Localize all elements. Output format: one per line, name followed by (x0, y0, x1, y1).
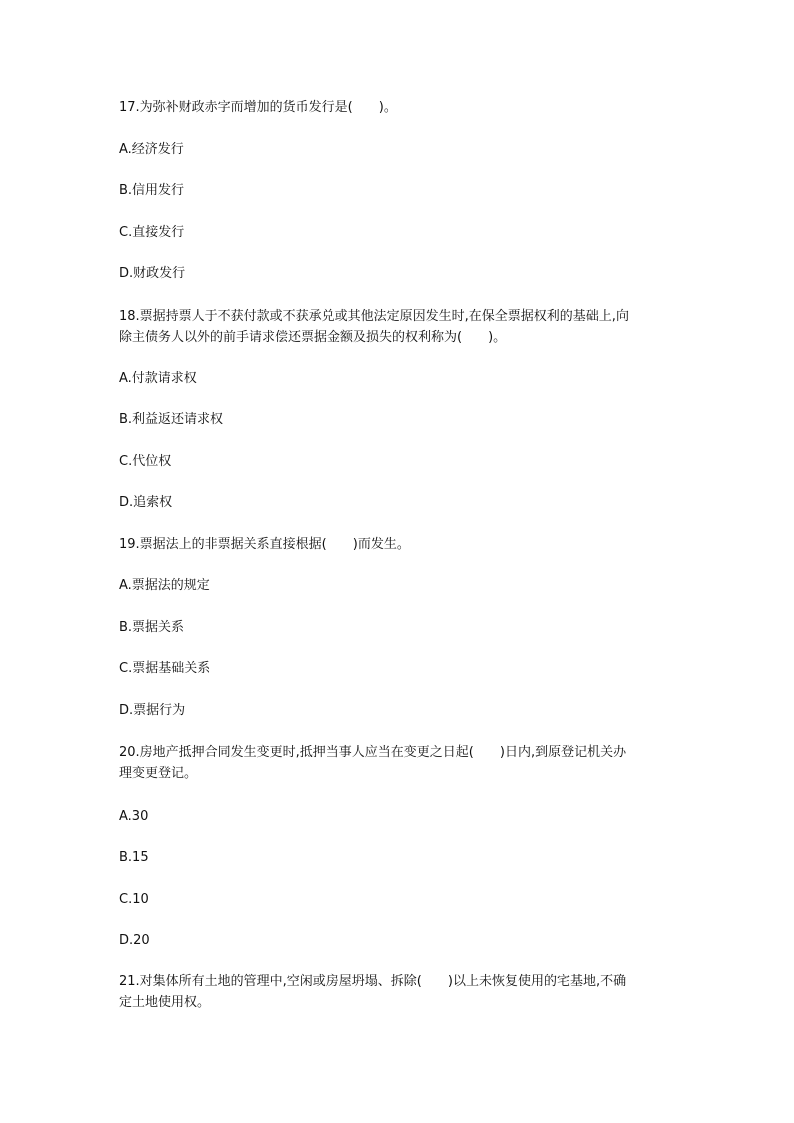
question-17-option-a: A.经济发行 (119, 142, 184, 157)
question-20-stem-line2: 理变更登记。 (119, 766, 198, 781)
question-20-option-d: D.20 (119, 933, 150, 948)
question-18-option-c: C.代位权 (119, 454, 172, 469)
question-19-option-a: A.票据法的规定 (119, 578, 210, 593)
question-19-option-d: D.票据行为 (119, 703, 186, 718)
question-18-stem-line2: 除主债务人以外的前手请求偿还票据金额及损失的权利称为( )。 (119, 330, 507, 345)
question-19-option-c: C.票据基础关系 (119, 661, 211, 676)
question-18-option-a: A.付款请求权 (119, 371, 197, 386)
question-17-option-d: D.财政发行 (119, 266, 186, 281)
question-21-stem-line1: 21.对集体所有土地的管理中,空闲或房屋坍塌、拆除( )以上未恢复使用的宅基地,不确 (119, 974, 627, 989)
question-20-stem-line1: 20.房地产抵押合同发生变更时,抵押当事人应当在变更之日起( )日内,到原登记机关办 (119, 745, 627, 760)
question-21-stem-line2: 定土地使用权。 (119, 995, 211, 1010)
question-17-option-b: B.信用发行 (119, 183, 185, 198)
question-17-option-c: C.直接发行 (119, 225, 185, 240)
question-19-option-b: B.票据关系 (119, 620, 185, 635)
question-18-option-d: D.追索权 (119, 495, 173, 510)
question-19-stem: 19.票据法上的非票据关系直接根据( )而发生。 (119, 537, 410, 552)
question-18-stem-line1: 18.票据持票人于不获付款或不获承兑或其他法定原因发生时,在保全票据权利的基础上,向 (119, 309, 629, 324)
question-18-option-b: B.利益返还请求权 (119, 412, 224, 427)
question-20-option-b: B.15 (119, 850, 149, 865)
question-20-option-a: A.30 (119, 809, 149, 824)
question-20-option-c: C.10 (119, 892, 149, 907)
question-17-stem: 17.为弥补财政赤字而增加的货币发行是( )。 (119, 100, 397, 115)
